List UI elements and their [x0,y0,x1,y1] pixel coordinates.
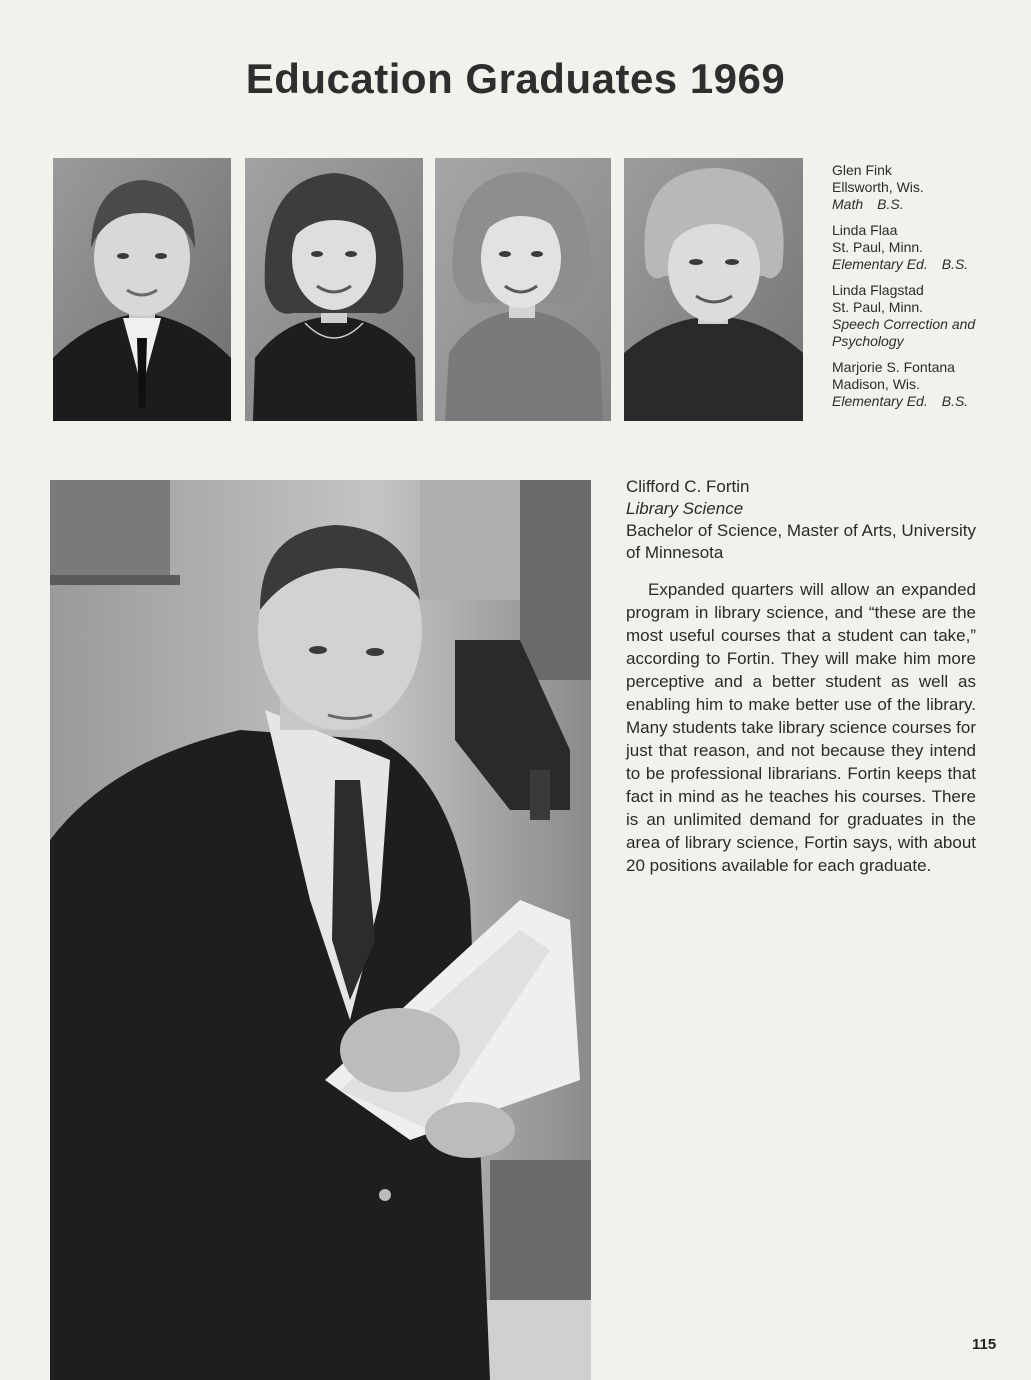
portrait-linda-flaa [245,158,423,421]
graduate-captions [832,162,1022,419]
caption-linda-flaa [832,222,1022,273]
caption-linda-flagstad [832,282,1022,350]
faculty-name: Clifford C. Fortin [626,477,750,496]
graduate-major: Speech Correction and Psychology [832,316,976,349]
graduate-hometown: Ellsworth, Wis. [832,179,924,195]
graduate-name: Linda Flaa [832,222,898,238]
graduate-hometown: St. Paul, Minn. [832,239,924,255]
graduate-major: Math [832,196,864,212]
faculty-department: Library Science [626,499,744,518]
graduate-major: Elementary Ed. [832,256,928,272]
caption-glen-fink [832,162,1022,213]
graduate-name: Glen Fink [832,162,892,178]
graduate-name: Marjorie S. Fontana [832,359,955,375]
graduate-degree: B.S. [877,196,904,212]
graduate-name: Linda Flagstad [832,282,924,298]
portrait-glen-fink [53,158,231,421]
page-title: Education Graduates 1969 [245,55,786,102]
faculty-article-body: Expanded quarters will allow an expanded program in library science, and “these are the most useful courses that a student can take,” according to Fortin. They will make him more perceptive and a better student as well as enabling him to make better use of the library. Many students take library science courses for just that reason, and not because they intend to be professional librarians. Fortin keeps that fact in mind as he teaches his courses. There is an unlimited demand for graduates in the area of library science, Fortin says, with about 20 positions available for each graduate. [626,580,976,875]
faculty-photo-clifford-fortin [50,480,591,1380]
page-number: 115 [972,1336,997,1353]
portrait-marjorie-fontana [624,158,803,421]
graduate-degree: B.S. [941,256,969,272]
graduate-hometown: Madison, Wis. [832,376,920,392]
portrait-linda-flagstad [435,158,611,421]
caption-marjorie-fontana [832,359,1022,410]
graduate-hometown: St. Paul, Minn. [832,299,924,315]
graduate-degree: B.S. [941,393,969,409]
faculty-profile [626,476,976,877]
faculty-degrees: Bachelor of Science, Master of Arts, University of Minnesota [626,521,976,562]
graduate-major: Elementary Ed. [832,393,928,409]
